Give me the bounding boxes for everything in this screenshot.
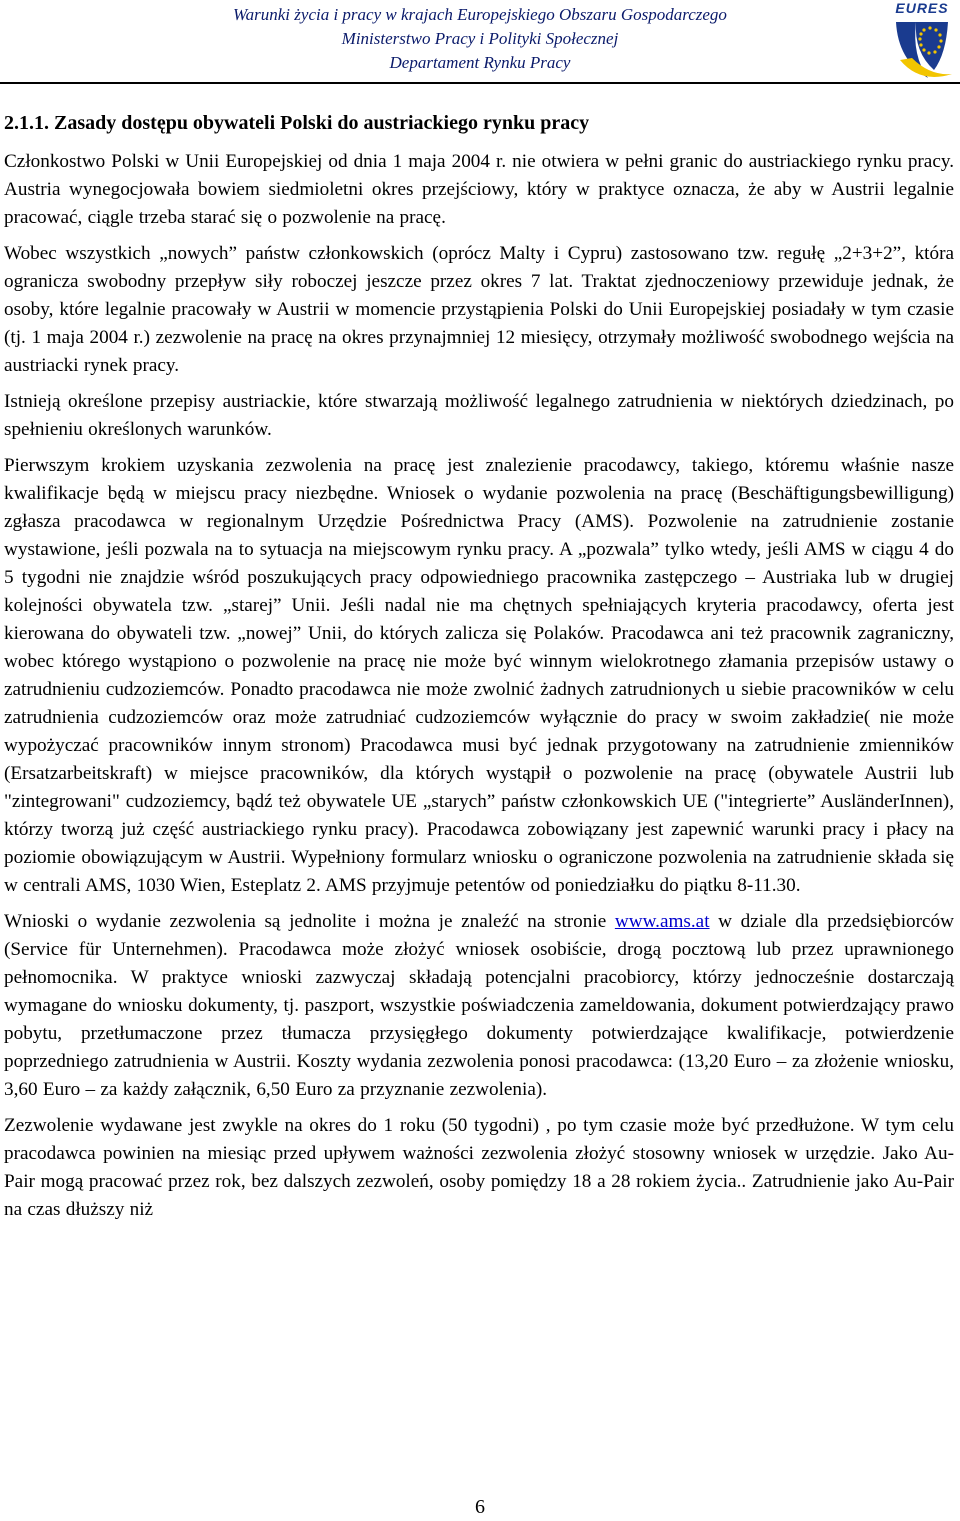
paragraph-2: Wobec wszystkich „nowych” państw członkowskich (oprócz Malty i Cypru) zastosowano tzw. regułę „2+3+2”, która ogranicza swobodny przepływ siły roboczej jeszcze przez okres 7 lat. Traktat zjednoczeniowy przewiduje jednak, że osoby, które legalnie pracowały w Austrii w momencie przystąpienia Polski do Unii Europejskiej posiadały w tym czasie (tj. 1 maja 2004 r.) zezwolenie na pracę na okres przynajmniej 12 miesięcy, otrzymały możliwość swobodnego wejścia na austriacki rynek pracy. [4,243,954,376]
paragraph-3: Istnieją określone przepisy austriackie, które stwarzają możliwość legalnego zatrudnienia w niektórych dziedzinach, po spełnieniu określonych warunków. [4,391,954,440]
paragraph-5 [4,908,954,1104]
header-line-1: Warunki życia i pracy w krajach Europejskiego Obszaru Gospodarczego [233,5,727,24]
page-header [0,0,960,80]
header-divider [0,82,960,84]
paragraph-5-text-before: Wnioski o wydanie zezwolenia są jednolite i można je znaleźć na stronie [4,911,615,932]
paragraph-5-text-after: w dziale dla przedsiębiorców (Service für Unternehmen). Pracodawca może złożyć wniosek osobiście, drogą pocztową lub przez uprawnionego pełnomocnika. W praktyce wnioski zazwyczaj składają potencjalni pracobiorcy, którzy jednocześnie dostarczają wymagane do wniosku dokumenty, tj. paszport, wszystkie poświadczenia zameldowania, dokument potwierdzający prawo pobytu, przetłumaczone przez tłumacza przysięgłego dokumenty potwierdzające kwalifikacje, potwierdzenie poprzedniego zatrudnienia w Austrii. Koszty wydania zezwolenia ponosi pracodawca: (13,20 Euro – za złożenie wniosku, 3,60 Euro – za każdy załącznik, 6,50 Euro za przyznanie zezwolenia). [4,911,955,1100]
eures-logo-wordmark: EURES [895,0,949,16]
document-body [4,110,954,1232]
eures-logo [890,0,954,86]
paragraph-6: Zezwolenie wydawane jest zwykle na okres do 1 roku (50 tygodni) , po tym czasie może być przedłużone. W tym celu pracodawca powinien na miesiąc przed upływem ważności zezwolenia złożyć stosowny wniosek w urzędzie. Jako Au-Pair mogą pracować przez rok, bez dalszych zezwoleń, osoby pomiędzy 18 a 28 rokiem życia.. Zatrudnienie jako Au-Pair na czas dłuższy niż [4,1115,954,1220]
eures-logo-icon [890,0,954,86]
page-number: 6 [475,1496,485,1518]
section-heading: 2.1.1. Zasady dostępu obywateli Polski do austriackiego rynku pracy [4,112,590,134]
header-line-2: Ministerstwo Pracy i Polityki Społecznej [341,29,619,48]
paragraph-1: Członkostwo Polski w Unii Europejskiej od dnia 1 maja 2004 r. nie otwiera w pełni granic do austriackiego rynku pracy. Austria wynegocjowała bowiem siedmioletni okres przejściowy, który w praktyce oznacza, że aby w Austrii legalnie pracować, ciągle trzeba starać się o pozwolenie na pracę. [4,151,954,228]
header-line-3: Departament Rynku Pracy [389,53,571,72]
ams-website-link[interactable]: www.ams.at [614,911,710,932]
paragraph-4: Pierwszym krokiem uzyskania zezwolenia na pracę jest znalezienie pracodawcy, takiego, któremu właśnie nasze kwalifikacje będą w miejscu pracy niezbędne. Wniosek o wydanie pozwolenia na pracę (Beschäftigungsbewilligung) zgłasza pracodawca w regionalnym Urzędzie Pośrednictwa Pracy (AMS). Pozwolenie na zatrudnienie zostanie wystawione, jeśli pozwala na to sytuacja na miejscowym rynku pracy. A „pozwala” tylko wtedy, jeśli AMS w ciągu 4 do 5 tygodni nie znajdzie wśród poszukujących pracy odpowiedniego pracownika zastępczego – Austriaka lub w drugiej kolejności obywatela tzw. „starej” Unii. Jeśli nadal nie ma chętnych spełniających kryteria pracodawcy, oferta jest kierowana do obywateli tzw. „nowej” Unii, do których zalicza się Polaków. Pracodawca ani też pracownik zagraniczny, wobec którego wystąpiono o pozwolenie na pracę nie może być winnym wielokrotnego złamania przepisów ustawy o zatrudnieniu cudzoziemców. Ponadto pracodawca nie może zwolnić żadnych zatrudnionych u siebie pracowników w celu zatrudnienia cudzoziemców oraz może zatrudniać cudzoziemców wyłącznie do pracy w swoim zakładzie( nie może wypożyczać pracowników innym stronom) Pracodawca musi być jednak przygotowany na zatrudnienie zmienników (Ersatzarbeitskraft) w miejsce pracowników, dla których wystąpił o pozwolenie na pracę (obywatele Austrii lub "zintegrowani" cudzoziemcy, bądź też obywatele UE „starych” państw członkowskich UE ("integrierte” AusländerInnen), którzy tworzą już część austriackiego rynku pracy). Pracodawca zobowiązany jest zapewnić warunki pracy i płacy na poziomie obowiązującym w Austrii. Wypełniony formularz wniosku o ograniczone pozwolenia na zatrudnienie składa się w centrali AMS, 1030 Wien, Esteplatz 2. AMS przyjmuje petentów od poniedziałku do piątku 8-11.30. [4,455,954,896]
